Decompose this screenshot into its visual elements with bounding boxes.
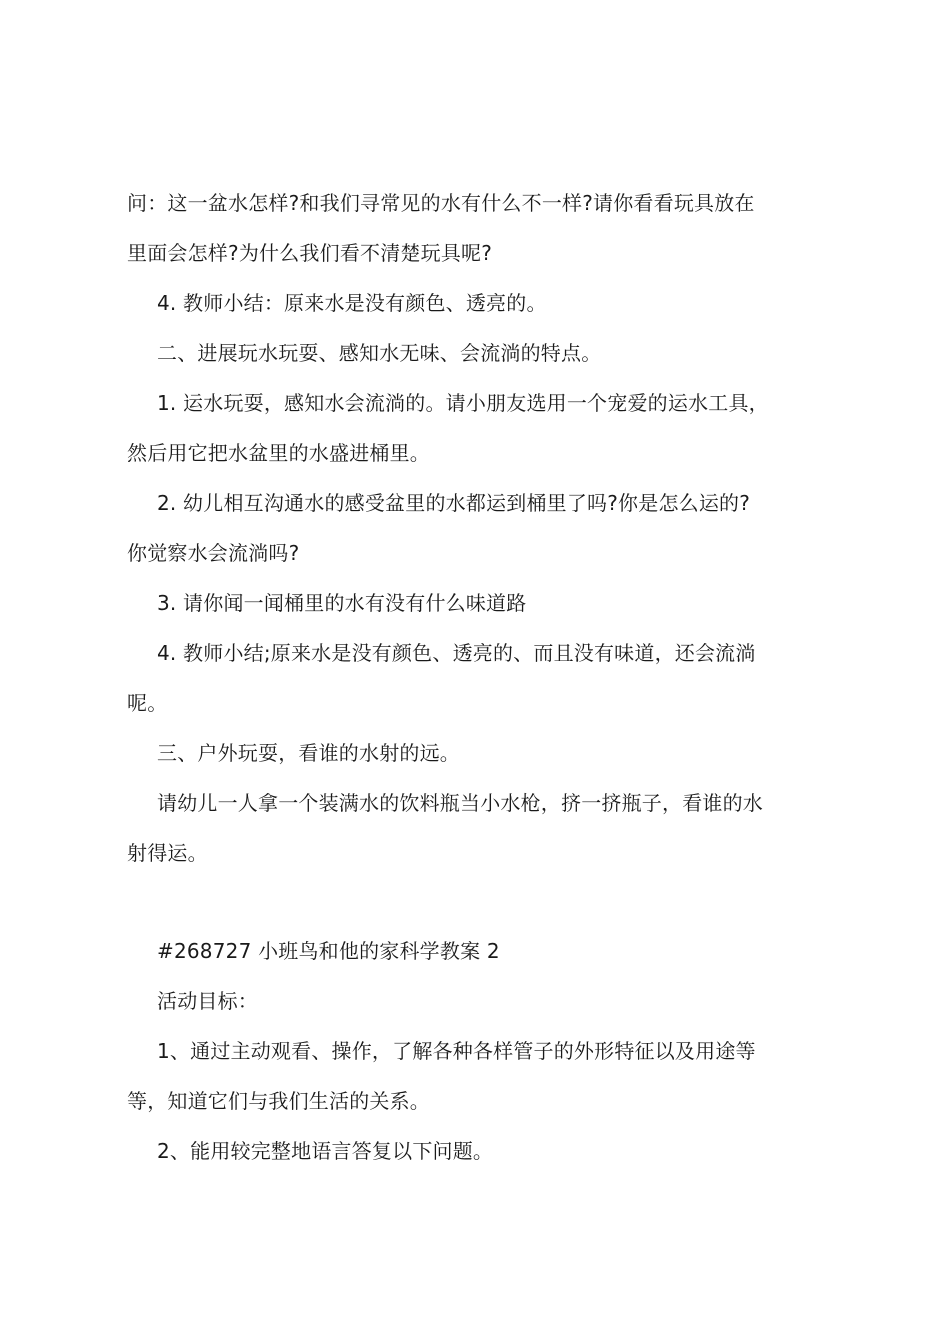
paragraph-line: 1、通过主动观看、操作，了解各种各样管子的外形特征以及用途等 <box>157 1039 756 1063</box>
paragraph-line: 呢。 <box>127 691 168 715</box>
section-heading: 三、户外玩耍，看谁的水射的远。 <box>157 741 460 765</box>
paragraph-line: 1. 运水玩耍，感知水会流淌的。请小朋友选用一个宠爱的运水工具， <box>157 391 769 415</box>
paragraph-line: 问：这一盆水怎样?和我们寻常见的水有什么不一样?请你看看玩具放在 <box>127 191 755 215</box>
paragraph-line: 4. 教师小结;原来水是没有颜色、透亮的、而且没有味道，还会流淌 <box>157 641 756 665</box>
section-heading: 二、进展玩水玩耍、感知水无味、会流淌的特点。 <box>157 341 602 365</box>
paragraph-line: 请幼儿一人拿一个装满水的饮料瓶当小水枪，挤一挤瓶子，看谁的水 <box>157 791 763 815</box>
paragraph-line: 2. 幼儿相互沟通水的感受盆里的水都运到桶里了吗?你是怎么运的? <box>157 491 751 515</box>
paragraph-line: 射得运。 <box>127 841 208 865</box>
spacer <box>127 878 833 926</box>
paragraph-line: 然后用它把水盆里的水盛进桶里。 <box>127 441 430 465</box>
document-body <box>127 178 833 1176</box>
paragraph-line: 你觉察水会流淌吗? <box>127 541 300 565</box>
paragraph-line: 等，知道它们与我们生活的关系。 <box>127 1089 430 1113</box>
paragraph-line: 里面会怎样?为什么我们看不清楚玩具呢? <box>127 241 493 265</box>
document-title: #268727 小班鸟和他的家科学教案 2 <box>157 939 500 963</box>
paragraph-line: 3. 请你闻一闻桶里的水有没有什么味道路 <box>157 591 527 615</box>
paragraph-line: 2、能用较完整地语言答复以下问题。 <box>157 1139 494 1163</box>
section-heading: 活动目标： <box>157 989 258 1013</box>
paragraph-line: 4. 教师小结：原来水是没有颜色、透亮的。 <box>157 291 547 315</box>
